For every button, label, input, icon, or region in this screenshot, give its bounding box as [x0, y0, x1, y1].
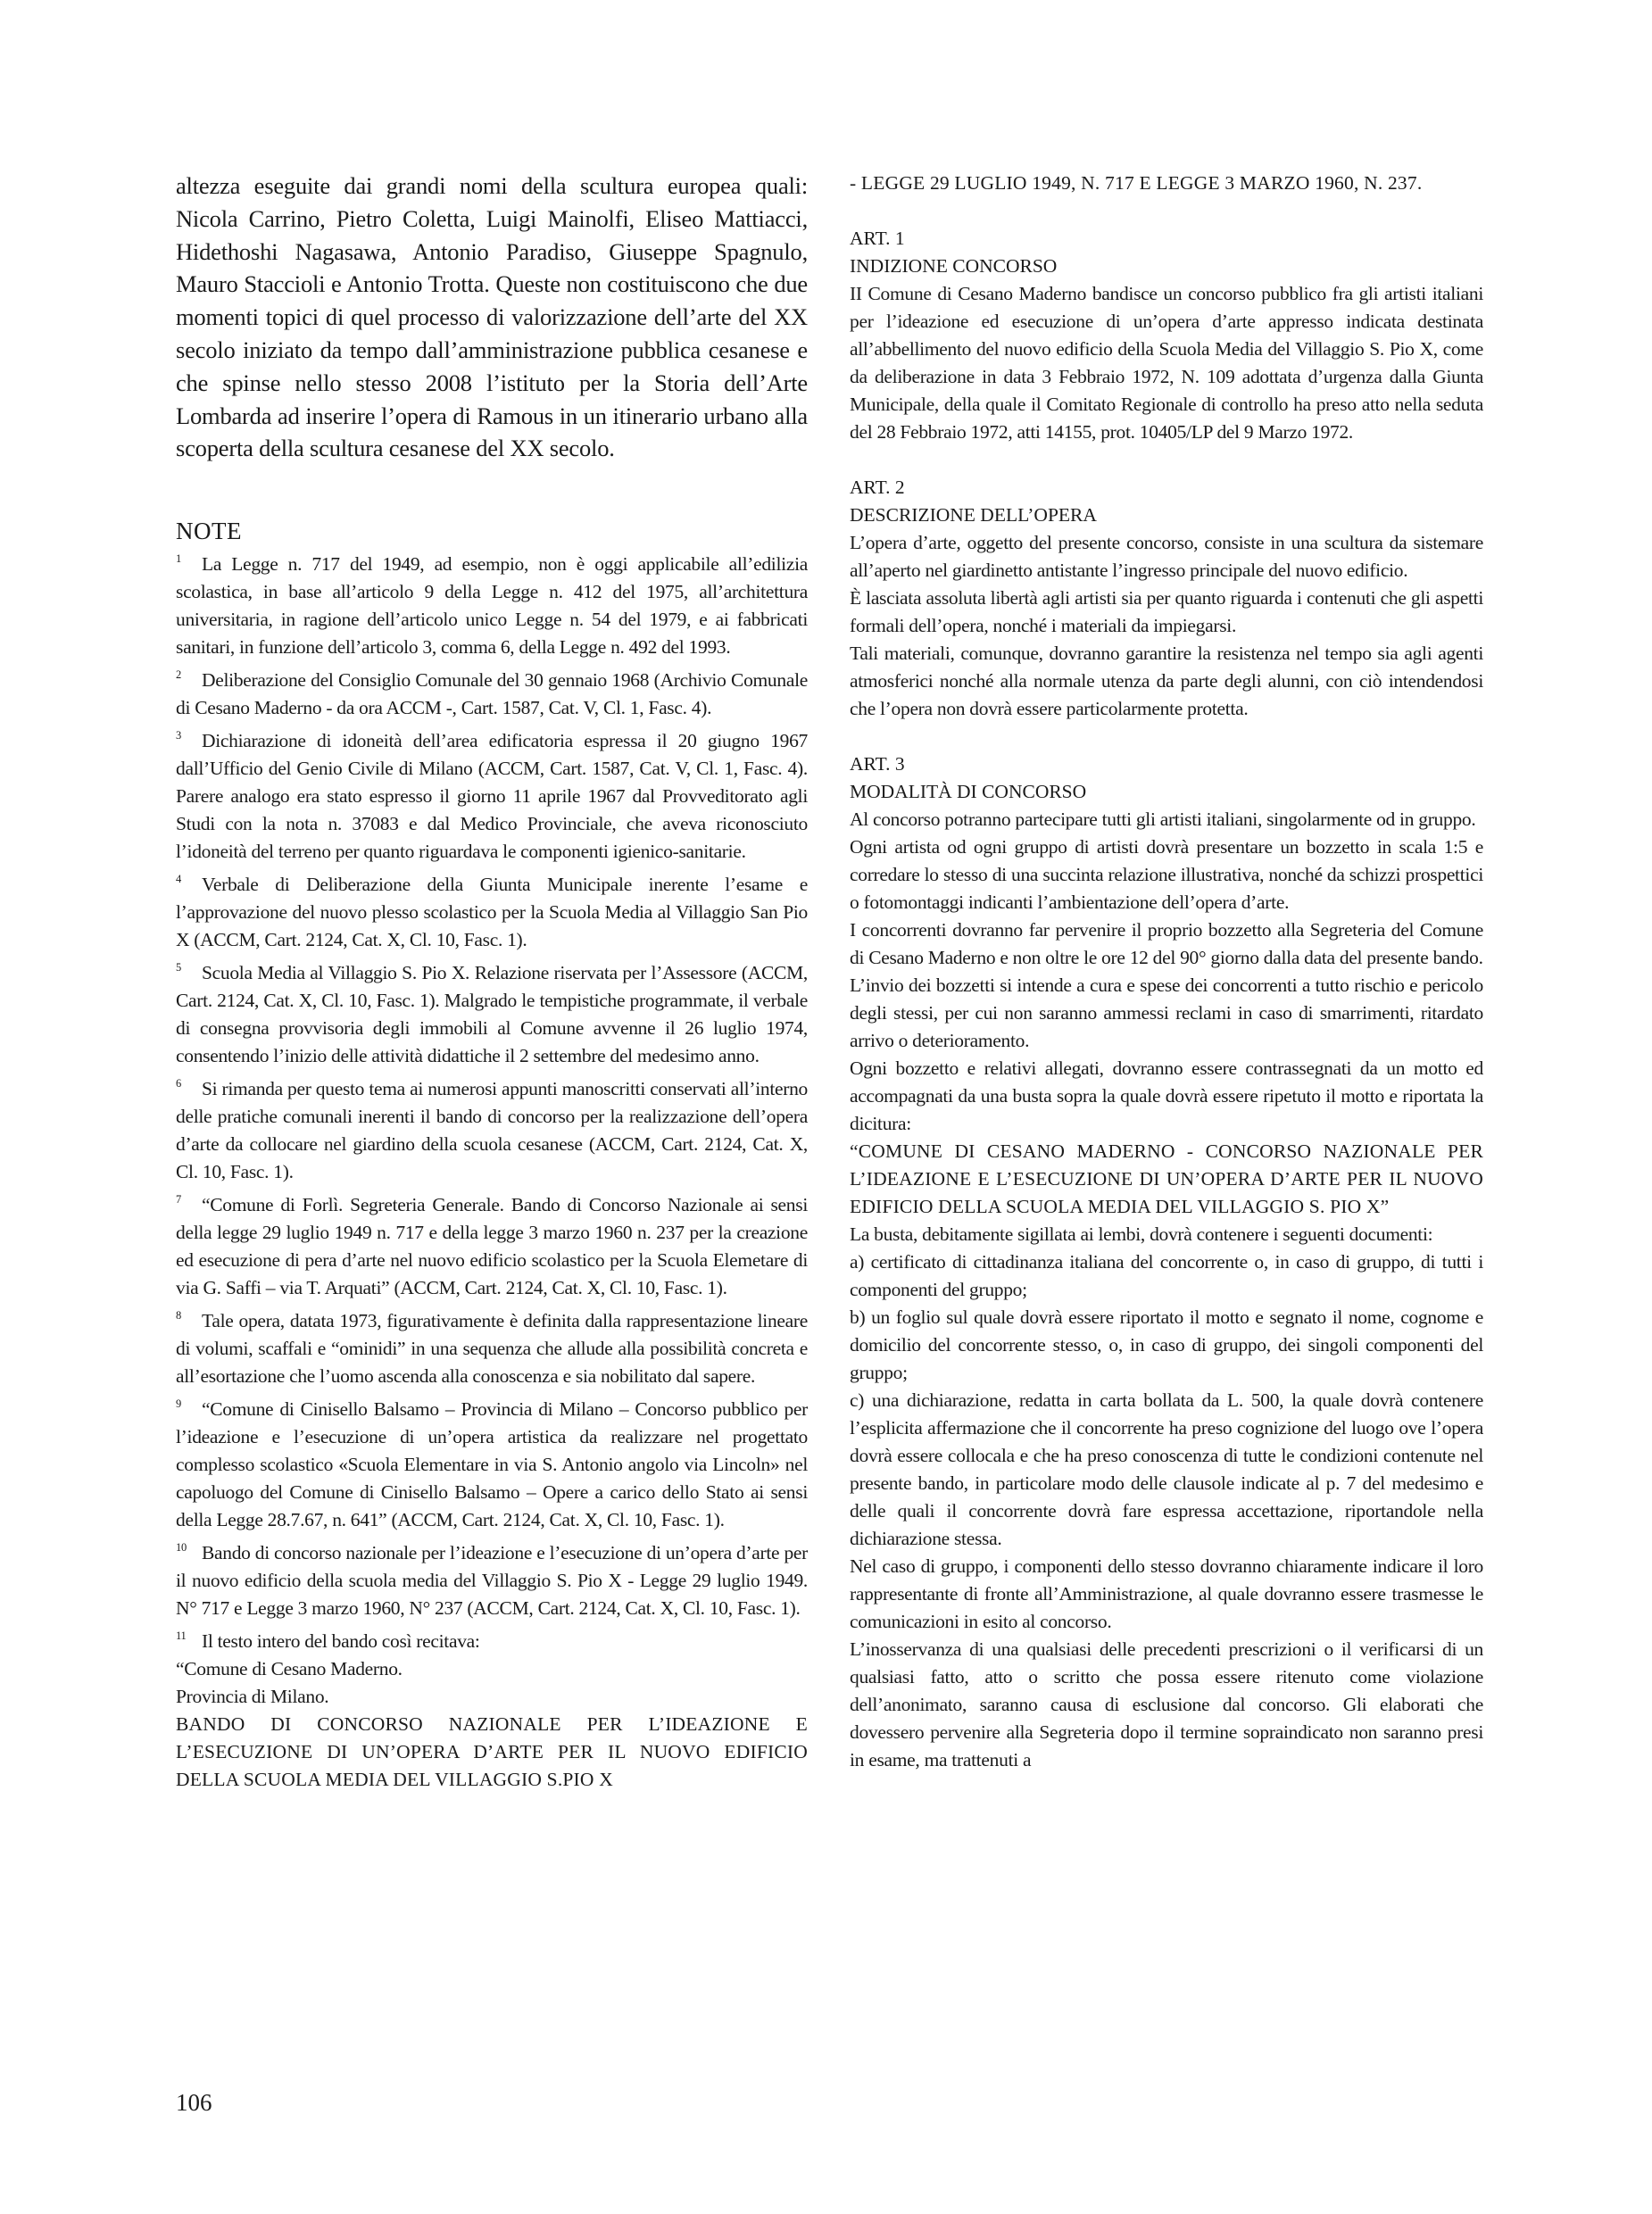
quote-line-province: Provincia di Milano.	[176, 1686, 329, 1708]
footnote-text: Il testo intero del bando così recitava:	[202, 1630, 480, 1653]
article-paragraph: Nel caso di gruppo, i componenti dello stesso dovranno chiaramente indicare il loro rappresentante di fronte all’Amministrazione, al quale dovranno essere trasmesse le comunicazioni in esito al concorso.	[850, 1555, 1483, 1632]
footnote-text: Dichiarazione di idoneità dell’area edificatoria espressa il 20 giugno 1967 dall’Ufficio del Genio Civile di Milano (ACCM, Cart. 1587, Cat. V, Cl. 1, Fasc. 4). Parere analogo era stato espresso il giorno 11 aprile 1967 dal Provveditorato agli Studi con la nota n. 37083 e dal Medico Provinciale, che aveva riconosciuto l’idoneità del terreno per quanto riguardava le componenti igienico-sanitarie.	[176, 730, 808, 863]
footnote-number: 1	[176, 552, 181, 566]
footnote	[176, 1070, 808, 1186]
article-paragraph: II Comune di Cesano Maderno bandisce un concorso pubblico fra gli artisti italiani per l’ideazione ed esecuzione di un’opera d’arte appresso indicata destinata all’abbellimento del nuovo edificio della Scuola Media del Villaggio S. Pio X, come da deliberazione in data 3 Febbraio 1972, N. 109 adottata d’urgenza dalla Giunta Municipale, della quale il Comitato Regionale di controllo ha preso atto nella seduta del 28 Febbraio 1972, atti 14155, prot. 10405/LP del 9 Marzo 1972.	[850, 283, 1483, 443]
footnote-number: 3	[176, 729, 181, 742]
footnote-number: 5	[176, 961, 181, 974]
notes-heading: NOTE	[176, 518, 242, 545]
footnote-number: 8	[176, 1309, 181, 1323]
document-item-c: c) una dichiarazione, redatta in carta bollata da L. 500, la quale dovrà contenere l’esplicita affermazione che il concorrente ha preso cognizione del luogo ove l’opera dovrà essere collocala e che ha preso conoscenza di tutte le condizioni contenute nel presente bando, in particolare modo delle clausole indicate al p. 7 del medesimo e delle quali il concorrente dovrà fare espressa accettazione, riportandole nella dichiarazione stessa.	[850, 1389, 1483, 1549]
footnote	[176, 545, 808, 661]
document-item-a: a) certificato di cittadinanza italiana del concorrente o, in caso di gruppo, di tutti i componenti del gruppo;	[850, 1251, 1483, 1300]
footnote-text: Scuola Media al Villaggio S. Pio X. Relazione riservata per l’Assessore (ACCM, Cart. 2124, Cat. X, Cl. 10, Fasc. 1). Malgrado le tempistiche programmate, il verbale di consegna provvisoria degli immobili al Comune avvenne il 26 luglio 1974, consentendo l’inizio delle attività didattiche il 2 settembre del medesimo anno.	[176, 962, 808, 1067]
article-paragraph: Ogni artista od ogni gruppo di artisti dovrà presentare un bozzetto in scala 1:5 e corredare lo stesso di una succinta relazione illustrativa, nonché da schizzi prospettici o fotomontaggi indicanti l’ambientazione dell’opera d’arte.	[850, 836, 1483, 913]
footnote-number: 6	[176, 1077, 181, 1090]
footnote-text: Tale opera, datata 1973, figurativamente è definita dalla rappresentazione lineare di volumi, scaffali e “ominidi” in una sequenza che allude alla possibilità concreta e all’esortazione che l’uomo ascenda alla conoscenza e sia nobilitato dal sapere.	[176, 1310, 808, 1388]
quote-line-municipality: “Comune di Cesano Maderno.	[176, 1658, 403, 1680]
footnote-text: Si rimanda per questo tema ai numerosi appunti manoscritti conservati all’interno delle pratiche comunali inerenti il bando di concorso per la realizzazione dell’opera d’arte da collocare nel giardino della scuola cesanese (ACCM, Cart. 2124, Cat. X, Cl. 10, Fasc. 1).	[176, 1078, 808, 1183]
article-title: DESCRIZIONE DELL’OPERA	[850, 504, 1097, 526]
article-number: ART. 1	[850, 228, 905, 249]
article-paragraph: I concorrenti dovranno far pervenire il proprio bozzetto alla Segreteria del Comune di Cesano Maderno e non oltre le ore 12 del 90° giorno dalla data del presente bando.	[850, 919, 1483, 968]
spacer	[850, 723, 1483, 750]
article-paragraph: La busta, debitamente sigillata ai lembi, dovrà contenere i seguenti documenti:	[850, 1223, 1433, 1245]
article-number: ART. 2	[850, 477, 905, 498]
article-2	[850, 474, 1483, 723]
footnote-number: 9	[176, 1397, 181, 1411]
spacer	[850, 446, 1483, 474]
quote-bando-title: BANDO DI CONCORSO NAZIONALE PER L’IDEAZIONE E L’ESECUZIONE DI UN’OPERA D’ARTE PER IL NUOVO EDIFICIO DELLA SCUOLA MEDIA DEL VILLAGGIO S.PIO X	[176, 1713, 808, 1791]
notes-list	[176, 545, 808, 1655]
article-paragraph: È lasciata assoluta libertà agli artisti sia per quanto riguarda i contenuti che gli aspetti formali dell’opera, nonché i materiali da impiegarsi.	[850, 587, 1483, 636]
footnote	[176, 866, 808, 954]
footnote-number: 2	[176, 668, 181, 682]
right-column	[850, 170, 1483, 1774]
footnote-text: Deliberazione del Consiglio Comunale del 30 gennaio 1968 (Archivio Comunale di Cesano Maderno - da ora ACCM -, Cart. 1587, Cat. V, Cl. 1, Fasc. 4).	[176, 669, 808, 719]
article-number: ART. 3	[850, 753, 905, 775]
footnote	[176, 722, 808, 866]
footnote	[176, 1390, 808, 1534]
article-paragraph: L’inosservanza di una qualsiasi delle precedenti prescrizioni o il verificarsi di un qualsiasi fatto, atto o scritto che possa essere ritenuto come violazione dell’anonimato, saranno causa di esclusione dal concorso. Gli elaborati che dovessero pervenire alla Segreteria dopo il termine sopraindicato non saranno presi in esame, ma trattenuti a	[850, 1638, 1483, 1770]
article-paragraph: Al concorso potranno partecipare tutti gli artisti italiani, singolarmente od in gruppo.	[850, 808, 1476, 830]
footnote-text: La Legge n. 717 del 1949, ad esempio, non è oggi applicabile all’edilizia scolastica, in base all’articolo 9 della Legge n. 412 del 1975, all’architettura universitaria, in ragione dell’articolo unico Legge n. 54 del 1979, e ai fabbricati sanitari, in funzione dell’articolo 3, comma 6, della Legge n. 492 del 1993.	[176, 553, 808, 659]
article-3	[850, 750, 1483, 1774]
footnote-text: “Comune di Forlì. Segreteria Generale. Bando di Concorso Nazionale ai sensi della legge 29 luglio 1949 n. 717 e della legge 3 marzo 1960 n. 237 per la creazione ed esecuzione di pera d’arte nel nuovo edificio scolastico per la Scuola Elemetare di via G. Saffi – via T. Arquati” (ACCM, Cart. 2124, Cat. X, Cl. 10, Fasc. 1).	[176, 1194, 808, 1299]
envelope-inscription: “COMUNE DI CESANO MADERNO - CONCORSO NAZIONALE PER L’IDEAZIONE E L’ESECUZIONE DI UN’OPERA D’ARTE PER IL NUOVO EDIFICIO DELLA SCUOLA MEDIA DEL VILLAGGIO S. PIO X”	[850, 1140, 1483, 1217]
left-column	[176, 170, 808, 1794]
footnote-text: Verbale di Deliberazione della Giunta Municipale inerente l’esame e l’approvazione del nuovo plesso scolastico per la Scuola Media al Villaggio San Pio X (ACCM, Cart. 2124, Cat. X, Cl. 10, Fasc. 1).	[176, 874, 808, 951]
intro-paragraph: altezza eseguite dai grandi nomi della scultura europea quali: Nicola Carrino, Pietro Coletta, Luigi Mainolfi, Eliseo Mattiacci, Hidethoshi Nagasawa, Antonio Paradiso, Giuseppe Spagnulo, Mauro Staccioli e Antonio Trotta. Queste non costituiscono che due momenti topici di quel processo di valorizzazione dell’arte del XX secolo iniziato da tempo dall’amministrazione pubblica cesanese e che spinse nello stesso 2008 l’istituto per la Storia dell’Arte Lombarda ad inserire l’opera di Ramous in un itinerario urbano alla scoperta della scultura cesanese del XX secolo.	[176, 172, 808, 462]
footnote-number: 10	[176, 1541, 187, 1555]
footnote-number: 11	[176, 1629, 187, 1643]
spacer	[850, 197, 1483, 225]
article-paragraph: Tali materiali, comunque, dovranno garantire la resistenza nel tempo sia agli agenti atmosferici nonché alla normale utenza da parte degli alunni, con ciò intendendosi che l’opera non dovrà essere particolarmente protetta.	[850, 643, 1483, 719]
article-paragraph: Ogni bozzetto e relativi allegati, dovranno essere contrassegnati da un motto ed accompagnati da una busta sopra la quale dovrà essere ripetuto il motto e riportata la dicitura:	[850, 1057, 1483, 1134]
article-title: INDIZIONE CONCORSO	[850, 255, 1058, 277]
footnote	[176, 1622, 808, 1655]
article-title: MODALITÀ DI CONCORSO	[850, 781, 1087, 802]
footnote	[176, 1302, 808, 1390]
footnote-number: 4	[176, 873, 181, 886]
article-1	[850, 225, 1483, 446]
footnote	[176, 1534, 808, 1622]
footnote	[176, 954, 808, 1070]
page-number: 106	[176, 2089, 212, 2116]
footnote-number: 7	[176, 1193, 181, 1207]
footnote-text: “Comune di Cinisello Balsamo – Provincia di Milano – Concorso pubblico per l’ideazione e l’esecuzione di un’opera artistica da realizzare nel progettato complesso scolastico «Scuola Elementare in via S. Antonio angolo via Lincoln» nel capoluogo del Comune di Cinisello Balsamo – Opere a carico dello Stato ai sensi della Legge 28.7.67, n. 641” (ACCM, Cart. 2124, Cat. X, Cl. 10, Fasc. 1).	[176, 1398, 808, 1531]
article-paragraph: L’invio dei bozzetti si intende a cura e spese dei concorrenti a tutto rischio e pericolo degli stessi, per cui non saranno ammessi reclami in caso di smarrimenti, ritardato arrivo o deterioramento.	[850, 974, 1483, 1051]
footnote-text: Bando di concorso nazionale per l’ideazione e l’esecuzione di un’opera d’arte per il nuovo edificio della scuola media del Villaggio S. Pio X - Legge 29 luglio 1949. N° 717 e Legge 3 marzo 1960, N° 237 (ACCM, Cart. 2124, Cat. X, Cl. 10, Fasc. 1).	[176, 1542, 808, 1620]
footnote	[176, 661, 808, 722]
document-item-b: b) un foglio sul quale dovrà essere riportato il motto e segnato il nome, cognome e domicilio del concorrente stesso, o, in caso di gruppo, dei singoli componenti del gruppo;	[850, 1306, 1483, 1383]
article-paragraph: L’opera d’arte, oggetto del presente concorso, consiste in una scultura da sistemare all’aperto nel giardinetto antistante l’ingresso principale del nuovo edificio.	[850, 532, 1483, 581]
footnote	[176, 1186, 808, 1302]
bando-title-continuation: - LEGGE 29 LUGLIO 1949, N. 717 E LEGGE 3 MARZO 1960, N. 237.	[850, 172, 1423, 194]
